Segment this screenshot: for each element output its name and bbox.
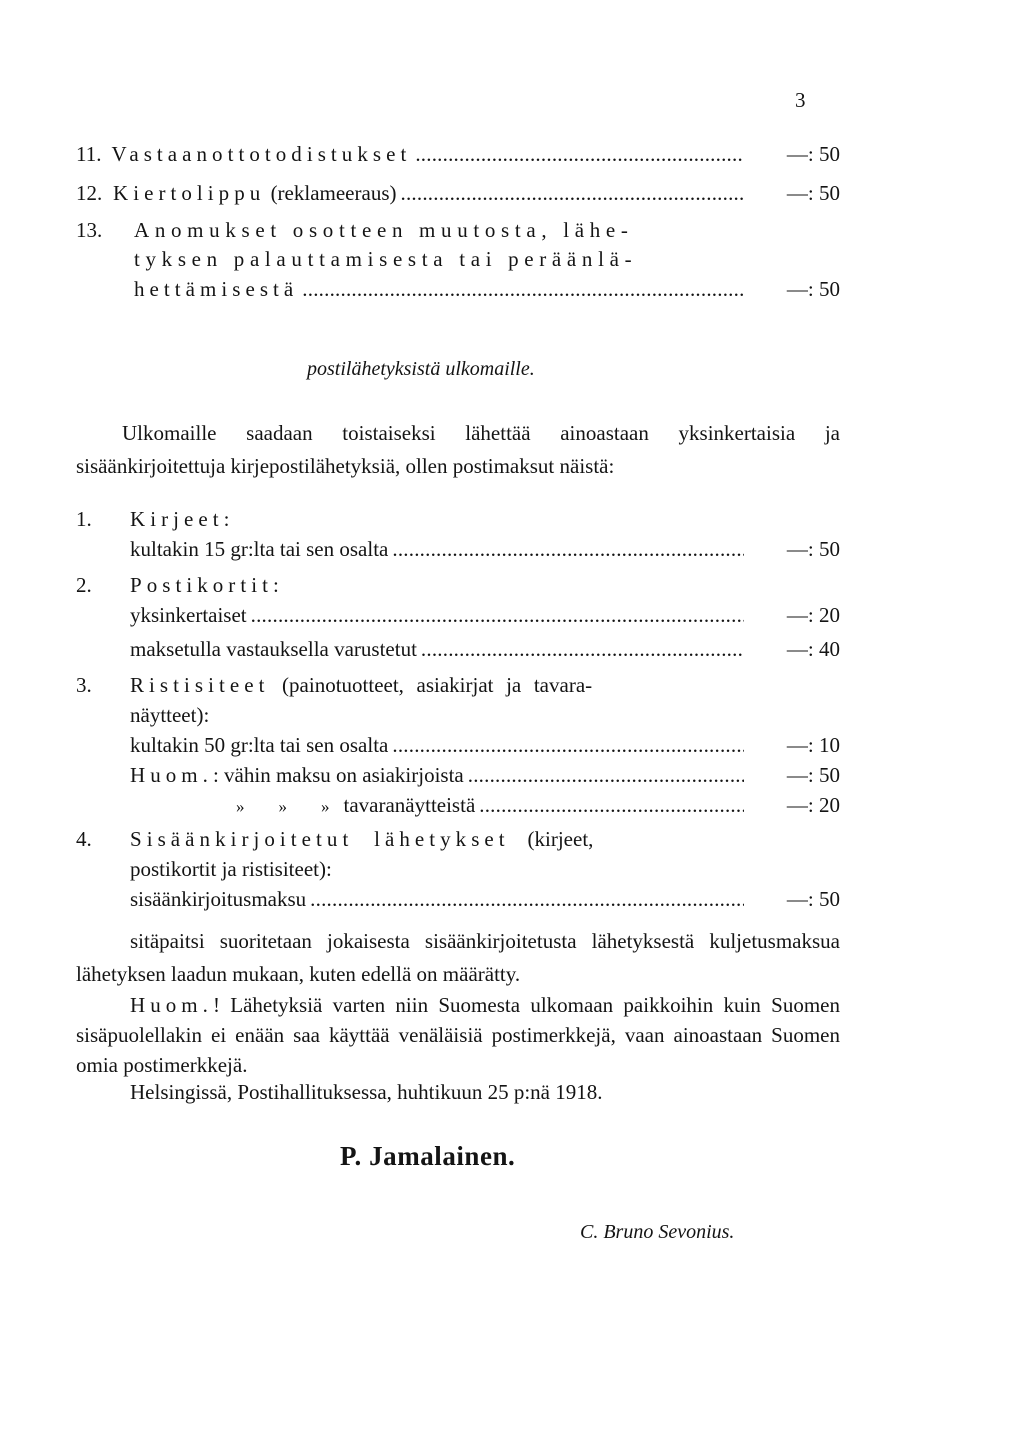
- item-number: 3.: [76, 673, 92, 697]
- item-heading-rest: (painotuotteet, asiakirjat ja tavara-: [269, 673, 593, 697]
- postcards-reply-rate: [130, 637, 840, 662]
- leader-dots: [310, 887, 744, 912]
- printed-heading-line2: näytteet):: [130, 703, 210, 727]
- signature: P. Jamalainen.: [340, 1141, 516, 1171]
- registered-heading: [76, 827, 593, 852]
- page-number: 3: [795, 88, 806, 112]
- leader-dots: [392, 733, 744, 758]
- item-price: —: 50: [786, 277, 840, 301]
- item-12: [76, 181, 840, 206]
- rate-price: —: 20: [786, 603, 840, 627]
- notice-paragraph: [76, 990, 840, 1080]
- leader-dots: [479, 793, 744, 818]
- rate-label: : vähin maksu on asiakirjoista: [212, 763, 464, 787]
- notice-label: Huom.: [130, 993, 213, 1017]
- item-13-line3: [134, 277, 840, 302]
- place-date: Helsingissä, Postihallituksessa, huhtikuun 25 p:nä 1918.: [130, 1080, 603, 1104]
- transport-paragraph: sitäpaitsi suoritetaan jokaisesta sisäänkirjoitetusta lähetyksestä kuljetusmaksua lähetyksen laadun mukaan, kuten edellä on määrätty.: [76, 929, 840, 986]
- ditto-marks: » » »: [236, 797, 330, 816]
- registered-fee: [130, 887, 840, 912]
- item-number: 12.: [76, 181, 103, 205]
- rate-label: yksinkertaiset: [130, 603, 247, 627]
- rate-price: —: 50: [786, 887, 840, 911]
- leader-dots: [415, 142, 744, 167]
- item-13-line1: [76, 218, 840, 243]
- rate-price: —: 10: [786, 733, 840, 757]
- item-heading: Kirjeet:: [130, 507, 235, 531]
- printed-docs-minimum: [130, 763, 840, 788]
- registered-heading-line2: postikortit ja ristisiteet):: [130, 857, 332, 881]
- item-heading: Ristisiteet: [130, 673, 270, 697]
- leader-dots: [400, 181, 744, 206]
- rate-label: tavaranäytteistä: [343, 793, 476, 817]
- printed-heading: [76, 673, 592, 698]
- item-label: Kiertolippu: [113, 181, 266, 205]
- rate-price: —: 50: [786, 537, 840, 561]
- item-label: hettämisestä: [134, 277, 299, 301]
- item-number: 13.: [76, 218, 103, 242]
- leader-dots: [468, 763, 744, 788]
- rate-price: —: 50: [786, 763, 840, 787]
- item-number: 4.: [76, 827, 92, 851]
- item-number: 11.: [76, 142, 102, 166]
- letters-heading: [76, 507, 234, 532]
- item-heading-rest: (kirjeet,: [509, 827, 594, 851]
- leader-dots: [392, 537, 744, 562]
- rate-label: kultakin 15 gr:lta tai sen osalta: [130, 537, 389, 561]
- rate-label: sisäänkirjoitusmaksu: [130, 887, 307, 911]
- letters-rate: [130, 537, 840, 562]
- item-heading: Postikortit:: [130, 573, 284, 597]
- section-heading: postilähetyksistä ulkomaille.: [307, 358, 535, 380]
- item-number: 1.: [76, 507, 92, 531]
- intro-paragraph: Ulkomaille saadaan toistaiseksi lähettää ainoastaan yksinkertaisia ja sisäänkirjoitettuja kirjepostilähetyksiä, ollen postimaksut näistä:: [76, 421, 840, 478]
- item-11: [76, 142, 840, 167]
- item-13-line2: tyksen palauttamisesta tai peräänlä-: [134, 247, 638, 271]
- rate-label: kultakin 50 gr:lta tai sen osalta: [130, 733, 389, 757]
- rate-price: —: 20: [786, 793, 840, 817]
- notice-text: ! Lähetyksiä varten niin Suomesta ulkomaan paikkoihin kuin Suomen sisäpuolellakin ei enään saa käyttää venäläisiä postimerkkejä, vaan ainoastaan Suomen omia postimerkkejä.: [76, 993, 840, 1077]
- item-price: —: 50: [786, 142, 840, 166]
- leader-dots: [251, 603, 744, 628]
- item-heading: Sisäänkirjoitetut lähetykset: [130, 827, 510, 851]
- countersignature: C. Bruno Sevonius.: [580, 1221, 735, 1243]
- item-number: 2.: [76, 573, 92, 597]
- item-label: Anomukset osotteen muutosta, lähe-: [134, 218, 634, 242]
- printed-weight-rate: [130, 733, 840, 758]
- leader-dots: [302, 277, 744, 302]
- printed-samples-minimum: [236, 793, 840, 818]
- item-price: —: 50: [786, 181, 840, 205]
- rate-label: maksetulla vastauksella varustetut: [130, 637, 417, 661]
- note-label: Huom.: [130, 763, 213, 787]
- item-label: Vastaanottotodistukset: [111, 142, 412, 166]
- postcards-simple-rate: [130, 603, 840, 628]
- rate-price: —: 40: [786, 637, 840, 661]
- item-label-rest: (reklameeraus): [265, 181, 397, 205]
- postcards-heading: [76, 573, 284, 598]
- leader-dots: [421, 637, 744, 662]
